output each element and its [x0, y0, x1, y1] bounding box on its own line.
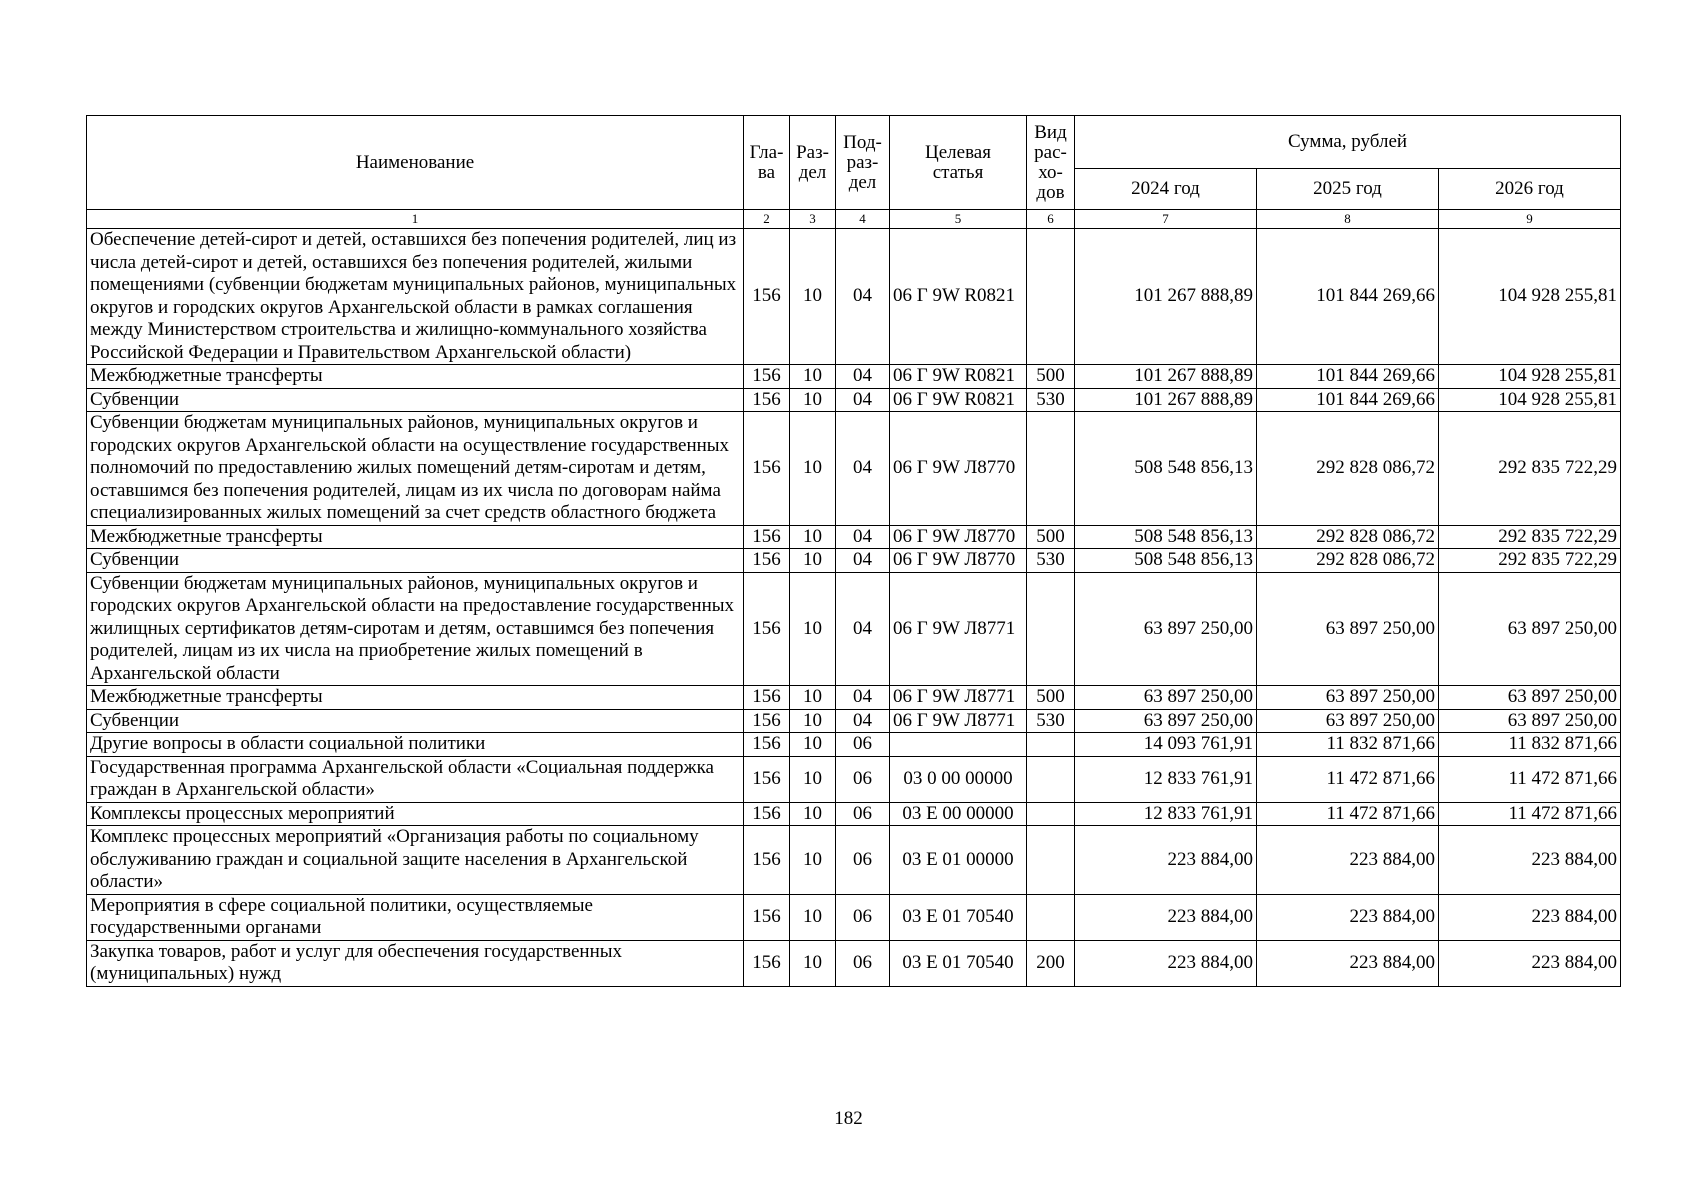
- row-sum-2025: 11 832 871,66: [1257, 733, 1439, 757]
- row-name: Государственная программа Архангельской области «Социальная поддержка граждан в Архангельской области»: [87, 756, 744, 802]
- row-tselevaya: 06 Г 9W Л8771: [890, 572, 1027, 686]
- column-number: 7: [1075, 210, 1257, 229]
- row-sum-2024: 63 897 250,00: [1075, 709, 1257, 733]
- header-razdel-label: Раз- дел: [796, 141, 829, 183]
- row-sum-2026: 292 835 722,29: [1439, 525, 1621, 549]
- row-vid: 500: [1027, 525, 1075, 549]
- column-number: 2: [744, 210, 790, 229]
- row-podrazdel: 04: [836, 572, 890, 686]
- page-number: 182: [834, 1108, 863, 1129]
- row-name: Субвенции: [87, 549, 744, 573]
- row-tselevaya: 03 Е 01 70540: [890, 894, 1027, 940]
- row-name: Комплексы процессных мероприятий: [87, 802, 744, 826]
- table-row: [87, 388, 1621, 412]
- row-vid: 200: [1027, 940, 1075, 986]
- row-sum-2024: 12 833 761,91: [1075, 756, 1257, 802]
- row-podrazdel: 04: [836, 709, 890, 733]
- row-podrazdel: 04: [836, 686, 890, 710]
- header-summa: Сумма, рублей: [1075, 116, 1621, 169]
- row-glava: 156: [744, 894, 790, 940]
- row-razdel: 10: [790, 365, 836, 389]
- row-podrazdel: 06: [836, 756, 890, 802]
- row-razdel: 10: [790, 709, 836, 733]
- row-tselevaya: [890, 733, 1027, 757]
- row-podrazdel: 06: [836, 940, 890, 986]
- header-podrazdel-label: Под- раз- дел: [843, 131, 882, 193]
- row-vid: 530: [1027, 388, 1075, 412]
- table-row: [87, 365, 1621, 389]
- row-sum-2025: 101 844 269,66: [1257, 388, 1439, 412]
- row-tselevaya: 03 0 00 00000: [890, 756, 1027, 802]
- row-tselevaya: 06 Г 9W Л8771: [890, 686, 1027, 710]
- row-sum-2026: 63 897 250,00: [1439, 686, 1621, 710]
- column-number: 1: [87, 210, 744, 229]
- header-podrazdel: [836, 116, 890, 210]
- row-sum-2024: 508 548 856,13: [1075, 549, 1257, 573]
- row-name: Субвенции бюджетам муниципальных районов, муниципальных округов и городских округов Архангельской области на предоставление государственных жилищных сертификатов детям-сиротам и детям, оставшимся без попечения родителей, лицам из их числа на приобретение жилых помещений в Архангельской области: [87, 572, 744, 686]
- row-podrazdel: 06: [836, 826, 890, 895]
- table-row: [87, 733, 1621, 757]
- row-glava: 156: [744, 733, 790, 757]
- row-vid: 530: [1027, 709, 1075, 733]
- row-sum-2024: 63 897 250,00: [1075, 686, 1257, 710]
- header-year-2025: 2025 год: [1257, 169, 1439, 210]
- row-glava: 156: [744, 802, 790, 826]
- row-podrazdel: 06: [836, 894, 890, 940]
- column-number: 5: [890, 210, 1027, 229]
- header-vid-label: Вид рас- хо- дов: [1034, 121, 1067, 203]
- row-name: Субвенции: [87, 388, 744, 412]
- row-sum-2024: 14 093 761,91: [1075, 733, 1257, 757]
- table-row: [87, 802, 1621, 826]
- row-glava: 156: [744, 756, 790, 802]
- row-podrazdel: 04: [836, 549, 890, 573]
- row-vid: [1027, 733, 1075, 757]
- row-tselevaya: 06 Г 9W Л8770: [890, 549, 1027, 573]
- table-row: [87, 525, 1621, 549]
- row-name: Комплекс процессных мероприятий «Организация работы по социальному обслуживанию граждан и социальной защите населения в Архангельской области»: [87, 826, 744, 895]
- row-tselevaya: 03 Е 01 00000: [890, 826, 1027, 895]
- row-podrazdel: 04: [836, 412, 890, 526]
- row-vid: 530: [1027, 549, 1075, 573]
- row-razdel: 10: [790, 412, 836, 526]
- row-name: Субвенции бюджетам муниципальных районов, муниципальных округов и городских округов Архангельской области на осуществление государственных полномочий по предоставлению жилых помещений детям-сиротам и детям, оставшимся без попечения родителей, лицам из их числа по договорам найма специализированных жилых помещений за счет средств областного бюджета: [87, 412, 744, 526]
- row-tselevaya: 06 Г 9W Л8770: [890, 525, 1027, 549]
- row-razdel: 10: [790, 733, 836, 757]
- row-name: Обеспечение детей-сирот и детей, оставшихся без попечения родителей, лиц из числа детей-сирот и детей, оставшихся без попечения родителей, жилыми помещениями (субвенции бюджетам муниципальных районов, муниципальных округов и городских округов Архангельской области в рамках соглашения между Министерством строительства и жилищно-коммунального хозяйства Российской Федерации и Правительством Архангельской области): [87, 229, 744, 365]
- row-vid: 500: [1027, 365, 1075, 389]
- row-vid: [1027, 756, 1075, 802]
- header-vid: [1027, 116, 1075, 210]
- row-sum-2025: 11 472 871,66: [1257, 756, 1439, 802]
- row-sum-2024: 101 267 888,89: [1075, 388, 1257, 412]
- row-sum-2025: 101 844 269,66: [1257, 229, 1439, 365]
- row-tselevaya: 03 Е 00 00000: [890, 802, 1027, 826]
- row-sum-2025: 223 884,00: [1257, 940, 1439, 986]
- row-name: Межбюджетные трансферты: [87, 525, 744, 549]
- row-glava: 156: [744, 709, 790, 733]
- table-row: [87, 826, 1621, 895]
- header-name: Наименование: [87, 116, 744, 210]
- budget-table: [86, 115, 1621, 987]
- column-number-row: [87, 210, 1621, 229]
- row-vid: [1027, 572, 1075, 686]
- table-row: [87, 756, 1621, 802]
- row-sum-2025: 292 828 086,72: [1257, 549, 1439, 573]
- table-row: [87, 549, 1621, 573]
- row-tselevaya: 06 Г 9W R0821: [890, 365, 1027, 389]
- header-tselevaya: [890, 116, 1027, 210]
- row-glava: 156: [744, 525, 790, 549]
- row-sum-2024: 508 548 856,13: [1075, 525, 1257, 549]
- row-podrazdel: 04: [836, 365, 890, 389]
- header-glava: [744, 116, 790, 210]
- row-name: Другие вопросы в области социальной политики: [87, 733, 744, 757]
- row-sum-2026: 63 897 250,00: [1439, 572, 1621, 686]
- row-vid: [1027, 802, 1075, 826]
- row-tselevaya: 06 Г 9W Л8771: [890, 709, 1027, 733]
- row-sum-2026: 11 472 871,66: [1439, 802, 1621, 826]
- row-razdel: 10: [790, 756, 836, 802]
- row-glava: 156: [744, 365, 790, 389]
- row-sum-2026: 104 928 255,81: [1439, 229, 1621, 365]
- row-podrazdel: 06: [836, 733, 890, 757]
- row-tselevaya: 06 Г 9W Л8770: [890, 412, 1027, 526]
- table-row: [87, 412, 1621, 526]
- row-razdel: 10: [790, 572, 836, 686]
- row-razdel: 10: [790, 686, 836, 710]
- header-tselevaya-label: Целевая статья: [925, 141, 991, 183]
- column-number: 9: [1439, 210, 1621, 229]
- column-number: 8: [1257, 210, 1439, 229]
- row-podrazdel: 04: [836, 229, 890, 365]
- row-sum-2025: 63 897 250,00: [1257, 572, 1439, 686]
- row-razdel: 10: [790, 826, 836, 895]
- row-sum-2025: 63 897 250,00: [1257, 686, 1439, 710]
- row-razdel: 10: [790, 525, 836, 549]
- header-year-2024: 2024 год: [1075, 169, 1257, 210]
- row-sum-2025: 63 897 250,00: [1257, 709, 1439, 733]
- row-glava: 156: [744, 549, 790, 573]
- row-name: Межбюджетные трансферты: [87, 365, 744, 389]
- row-razdel: 10: [790, 388, 836, 412]
- row-sum-2026: 104 928 255,81: [1439, 388, 1621, 412]
- row-sum-2026: 292 835 722,29: [1439, 412, 1621, 526]
- table-row: [87, 940, 1621, 986]
- row-sum-2026: 11 832 871,66: [1439, 733, 1621, 757]
- row-sum-2024: 101 267 888,89: [1075, 365, 1257, 389]
- row-glava: 156: [744, 826, 790, 895]
- row-razdel: 10: [790, 802, 836, 826]
- row-sum-2024: 12 833 761,91: [1075, 802, 1257, 826]
- row-glava: 156: [744, 940, 790, 986]
- row-sum-2024: 223 884,00: [1075, 826, 1257, 895]
- row-vid: [1027, 894, 1075, 940]
- row-sum-2026: 223 884,00: [1439, 894, 1621, 940]
- row-vid: [1027, 412, 1075, 526]
- row-sum-2026: 292 835 722,29: [1439, 549, 1621, 573]
- row-vid: [1027, 229, 1075, 365]
- row-sum-2025: 223 884,00: [1257, 894, 1439, 940]
- table-row: [87, 229, 1621, 365]
- header-razdel: [790, 116, 836, 210]
- row-glava: 156: [744, 412, 790, 526]
- column-number: 6: [1027, 210, 1075, 229]
- row-name: Закупка товаров, работ и услуг для обеспечения государственных (муниципальных) нужд: [87, 940, 744, 986]
- table-row: [87, 686, 1621, 710]
- table-row: [87, 894, 1621, 940]
- column-number: 3: [790, 210, 836, 229]
- row-name: Субвенции: [87, 709, 744, 733]
- row-razdel: 10: [790, 940, 836, 986]
- row-sum-2026: 11 472 871,66: [1439, 756, 1621, 802]
- row-sum-2025: 223 884,00: [1257, 826, 1439, 895]
- header-glava-label: Гла- ва: [749, 141, 784, 183]
- row-tselevaya: 06 Г 9W R0821: [890, 229, 1027, 365]
- row-razdel: 10: [790, 549, 836, 573]
- row-razdel: 10: [790, 894, 836, 940]
- table-row: [87, 709, 1621, 733]
- row-sum-2024: 223 884,00: [1075, 940, 1257, 986]
- table-body: [87, 229, 1621, 987]
- row-podrazdel: 04: [836, 388, 890, 412]
- row-sum-2026: 223 884,00: [1439, 826, 1621, 895]
- row-name: Межбюджетные трансферты: [87, 686, 744, 710]
- row-glava: 156: [744, 686, 790, 710]
- row-tselevaya: 06 Г 9W R0821: [890, 388, 1027, 412]
- row-vid: [1027, 826, 1075, 895]
- table-row: [87, 572, 1621, 686]
- row-name: Мероприятия в сфере социальной политики, осуществляемые государственными органами: [87, 894, 744, 940]
- column-number: 4: [836, 210, 890, 229]
- row-sum-2026: 104 928 255,81: [1439, 365, 1621, 389]
- row-sum-2025: 101 844 269,66: [1257, 365, 1439, 389]
- row-sum-2025: 292 828 086,72: [1257, 525, 1439, 549]
- row-glava: 156: [744, 229, 790, 365]
- row-tselevaya: 03 Е 01 70540: [890, 940, 1027, 986]
- row-sum-2024: 101 267 888,89: [1075, 229, 1257, 365]
- row-sum-2025: 11 472 871,66: [1257, 802, 1439, 826]
- row-sum-2024: 223 884,00: [1075, 894, 1257, 940]
- row-podrazdel: 04: [836, 525, 890, 549]
- row-vid: 500: [1027, 686, 1075, 710]
- row-glava: 156: [744, 388, 790, 412]
- row-sum-2026: 63 897 250,00: [1439, 709, 1621, 733]
- row-podrazdel: 06: [836, 802, 890, 826]
- row-sum-2026: 223 884,00: [1439, 940, 1621, 986]
- header-year-2026: 2026 год: [1439, 169, 1621, 210]
- row-glava: 156: [744, 572, 790, 686]
- row-sum-2025: 292 828 086,72: [1257, 412, 1439, 526]
- header-row-top: [87, 116, 1621, 169]
- row-razdel: 10: [790, 229, 836, 365]
- row-sum-2024: 508 548 856,13: [1075, 412, 1257, 526]
- row-sum-2024: 63 897 250,00: [1075, 572, 1257, 686]
